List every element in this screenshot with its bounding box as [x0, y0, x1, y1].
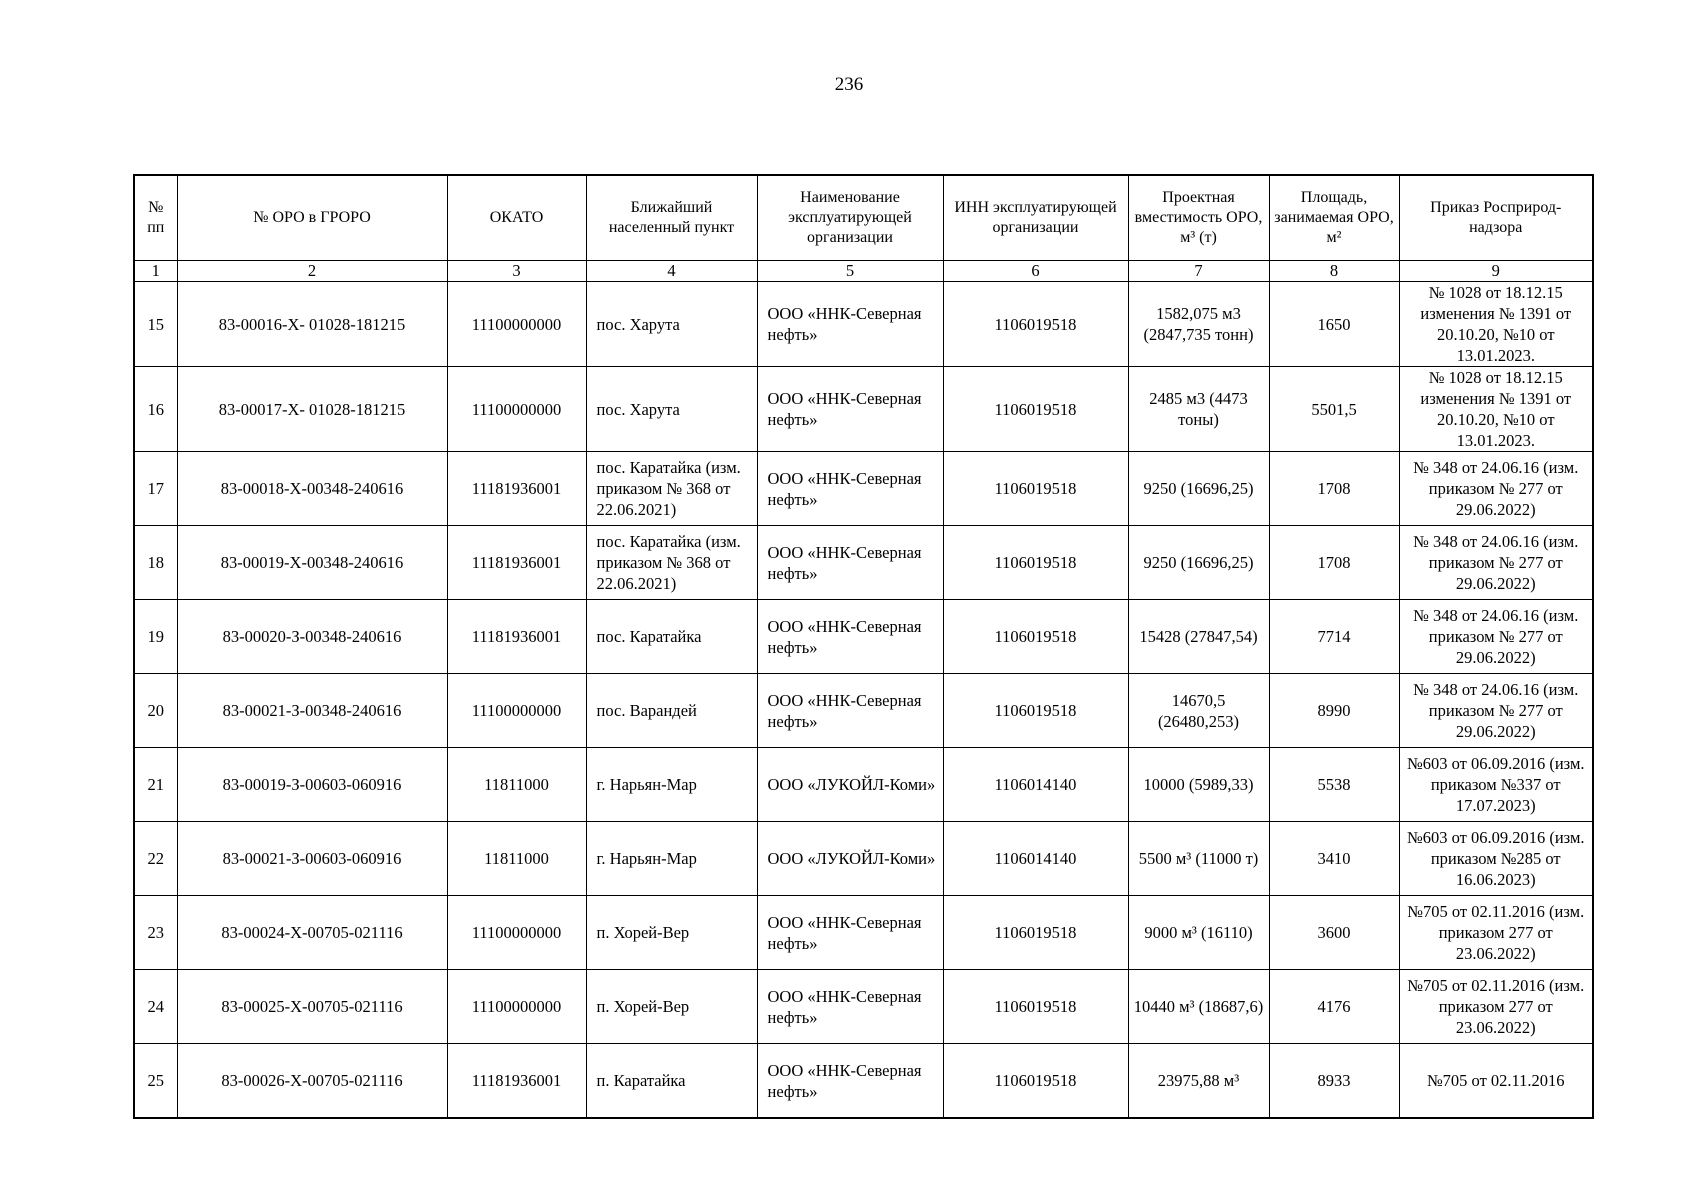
cell-order: № 1028 от 18.12.15 изменения № 1391 от 20.10.20, №10 от 13.01.2023. — [1399, 282, 1593, 367]
cell-order: №705 от 02.11.2016 — [1399, 1044, 1593, 1119]
cell-inn: 1106019518 — [943, 896, 1128, 970]
column-number: 4 — [586, 261, 757, 282]
cell-order: №603 от 06.09.2016 (изм. приказом №337 от 17.07.2023) — [1399, 748, 1593, 822]
cell-num: 16 — [134, 367, 177, 452]
cell-oro-number: 83-00025-Х-00705-021116 — [177, 970, 447, 1044]
cell-okato: 11100000000 — [447, 282, 586, 367]
cell-settlement: г. Нарьян-Мар — [586, 748, 757, 822]
cell-inn: 1106019518 — [943, 452, 1128, 526]
cell-settlement: пос. Каратайка — [586, 600, 757, 674]
cell-okato: 11811000 — [447, 748, 586, 822]
table-row — [134, 526, 1593, 600]
table-row — [134, 896, 1593, 970]
table-row — [134, 452, 1593, 526]
cell-capacity: 10000 (5989,33) — [1128, 748, 1269, 822]
col-header-inn: ИНН эксплуатирующей организации — [943, 175, 1128, 261]
cell-oro-number: 83-00026-Х-00705-021116 — [177, 1044, 447, 1119]
header-row — [134, 175, 1593, 261]
cell-organization: ООО «ЛУКОЙЛ-Коми» — [757, 822, 943, 896]
table-row — [134, 282, 1593, 367]
column-number-row — [134, 261, 1593, 282]
cell-num: 24 — [134, 970, 177, 1044]
oro-registry-table — [133, 174, 1594, 1119]
cell-capacity: 2485 м3 (4473 тоны) — [1128, 367, 1269, 452]
cell-oro-number: 83-00017-Х- 01028-181215 — [177, 367, 447, 452]
cell-capacity: 15428 (27847,54) — [1128, 600, 1269, 674]
cell-num: 15 — [134, 282, 177, 367]
table-row — [134, 748, 1593, 822]
cell-oro-number: 83-00021-З-00348-240616 — [177, 674, 447, 748]
col-header-num: № пп — [134, 175, 177, 261]
cell-organization: ООО «ННК-Северная нефть» — [757, 1044, 943, 1119]
column-number: 8 — [1269, 261, 1399, 282]
cell-settlement: пос. Каратайка (изм. приказом № 368 от 22.06.2021) — [586, 526, 757, 600]
cell-area: 8933 — [1269, 1044, 1399, 1119]
cell-order: № 1028 от 18.12.15 изменения № 1391 от 20.10.20, №10 от 13.01.2023. — [1399, 367, 1593, 452]
table-row — [134, 822, 1593, 896]
cell-settlement: пос. Каратайка (изм. приказом № 368 от 22.06.2021) — [586, 452, 757, 526]
cell-settlement: п. Хорей-Вер — [586, 896, 757, 970]
page-number: 236 — [834, 74, 864, 95]
cell-organization: ООО «ННК-Северная нефть» — [757, 367, 943, 452]
cell-inn: 1106019518 — [943, 674, 1128, 748]
cell-capacity: 23975,88 м³ — [1128, 1044, 1269, 1119]
cell-organization: ООО «ННК-Северная нефть» — [757, 896, 943, 970]
cell-capacity: 9250 (16696,25) — [1128, 526, 1269, 600]
cell-area: 1708 — [1269, 526, 1399, 600]
cell-order: №705 от 02.11.2016 (изм. приказом 277 от 23.06.2022) — [1399, 896, 1593, 970]
cell-okato: 11100000000 — [447, 970, 586, 1044]
cell-organization: ООО «ННК-Северная нефть» — [757, 600, 943, 674]
cell-settlement: пос. Варандей — [586, 674, 757, 748]
cell-inn: 1106014140 — [943, 748, 1128, 822]
column-number: 7 — [1128, 261, 1269, 282]
cell-organization: ООО «ННК-Северная нефть» — [757, 970, 943, 1044]
cell-okato: 11181936001 — [447, 526, 586, 600]
cell-area: 1708 — [1269, 452, 1399, 526]
cell-area: 1650 — [1269, 282, 1399, 367]
column-number: 1 — [134, 261, 177, 282]
cell-organization: ООО «ННК-Северная нефть» — [757, 282, 943, 367]
cell-oro-number: 83-00018-Х-00348-240616 — [177, 452, 447, 526]
cell-okato: 11181936001 — [447, 600, 586, 674]
cell-area: 5501,5 — [1269, 367, 1399, 452]
cell-organization: ООО «ЛУКОЙЛ-Коми» — [757, 748, 943, 822]
cell-area: 3410 — [1269, 822, 1399, 896]
cell-area: 4176 — [1269, 970, 1399, 1044]
cell-okato: 11181936001 — [447, 452, 586, 526]
cell-order: № 348 от 24.06.16 (изм. приказом № 277 от 29.06.2022) — [1399, 674, 1593, 748]
col-header-org: Наименование эксплуатирующей организации — [757, 175, 943, 261]
cell-capacity: 14670,5 (26480,253) — [1128, 674, 1269, 748]
cell-order: № 348 от 24.06.16 (изм. приказом № 277 от 29.06.2022) — [1399, 526, 1593, 600]
col-header-oro: № ОРО в ГРОРО — [177, 175, 447, 261]
col-header-okato: ОКАТО — [447, 175, 586, 261]
cell-settlement: п. Хорей-Вер — [586, 970, 757, 1044]
column-number: 5 — [757, 261, 943, 282]
cell-num: 19 — [134, 600, 177, 674]
table-row — [134, 600, 1593, 674]
cell-oro-number: 83-00016-Х- 01028-181215 — [177, 282, 447, 367]
cell-inn: 1106019518 — [943, 526, 1128, 600]
cell-okato: 11100000000 — [447, 367, 586, 452]
cell-capacity: 9000 м³ (16110) — [1128, 896, 1269, 970]
cell-organization: ООО «ННК-Северная нефть» — [757, 452, 943, 526]
cell-okato: 11181936001 — [447, 1044, 586, 1119]
cell-oro-number: 83-00019-Х-00348-240616 — [177, 526, 447, 600]
cell-oro-number: 83-00024-Х-00705-021116 — [177, 896, 447, 970]
col-header-order: Приказ Росприрод-надзора — [1399, 175, 1593, 261]
col-header-settlement: Ближайший населенный пункт — [586, 175, 757, 261]
cell-oro-number: 83-00021-З-00603-060916 — [177, 822, 447, 896]
cell-num: 22 — [134, 822, 177, 896]
cell-capacity: 5500 м³ (11000 т) — [1128, 822, 1269, 896]
cell-okato: 11100000000 — [447, 674, 586, 748]
cell-order: № 348 от 24.06.16 (изм. приказом № 277 от 29.06.2022) — [1399, 600, 1593, 674]
cell-inn: 1106019518 — [943, 970, 1128, 1044]
column-number: 2 — [177, 261, 447, 282]
table-row — [134, 1044, 1593, 1119]
cell-inn: 1106019518 — [943, 282, 1128, 367]
cell-order: № 348 от 24.06.16 (изм. приказом № 277 от 29.06.2022) — [1399, 452, 1593, 526]
cell-num: 25 — [134, 1044, 177, 1119]
cell-area: 5538 — [1269, 748, 1399, 822]
cell-num: 21 — [134, 748, 177, 822]
cell-organization: ООО «ННК-Северная нефть» — [757, 526, 943, 600]
table-body — [134, 282, 1593, 1119]
cell-capacity: 10440 м³ (18687,6) — [1128, 970, 1269, 1044]
col-header-capacity: Проектная вместимость ОРО, м³ (т) — [1128, 175, 1269, 261]
cell-inn: 1106019518 — [943, 1044, 1128, 1119]
cell-area: 8990 — [1269, 674, 1399, 748]
cell-num: 18 — [134, 526, 177, 600]
cell-inn: 1106019518 — [943, 600, 1128, 674]
cell-num: 20 — [134, 674, 177, 748]
cell-settlement: пос. Харута — [586, 282, 757, 367]
column-number: 6 — [943, 261, 1128, 282]
cell-settlement: п. Каратайка — [586, 1044, 757, 1119]
cell-inn: 1106014140 — [943, 822, 1128, 896]
cell-settlement: пос. Харута — [586, 367, 757, 452]
cell-settlement: г. Нарьян-Мар — [586, 822, 757, 896]
table-row — [134, 970, 1593, 1044]
cell-okato: 11811000 — [447, 822, 586, 896]
cell-area: 7714 — [1269, 600, 1399, 674]
cell-oro-number: 83-00020-З-00348-240616 — [177, 600, 447, 674]
cell-capacity: 9250 (16696,25) — [1128, 452, 1269, 526]
col-header-area: Площадь, занимаемая ОРО, м² — [1269, 175, 1399, 261]
cell-okato: 11100000000 — [447, 896, 586, 970]
table-row — [134, 674, 1593, 748]
cell-inn: 1106019518 — [943, 367, 1128, 452]
cell-area: 3600 — [1269, 896, 1399, 970]
table-row — [134, 367, 1593, 452]
cell-oro-number: 83-00019-З-00603-060916 — [177, 748, 447, 822]
cell-order: №603 от 06.09.2016 (изм. приказом №285 от 16.06.2023) — [1399, 822, 1593, 896]
column-number: 9 — [1399, 261, 1593, 282]
column-number: 3 — [447, 261, 586, 282]
cell-order: №705 от 02.11.2016 (изм. приказом 277 от 23.06.2022) — [1399, 970, 1593, 1044]
cell-num: 17 — [134, 452, 177, 526]
cell-organization: ООО «ННК-Северная нефть» — [757, 674, 943, 748]
cell-capacity: 1582,075 м3 (2847,735 тонн) — [1128, 282, 1269, 367]
cell-num: 23 — [134, 896, 177, 970]
